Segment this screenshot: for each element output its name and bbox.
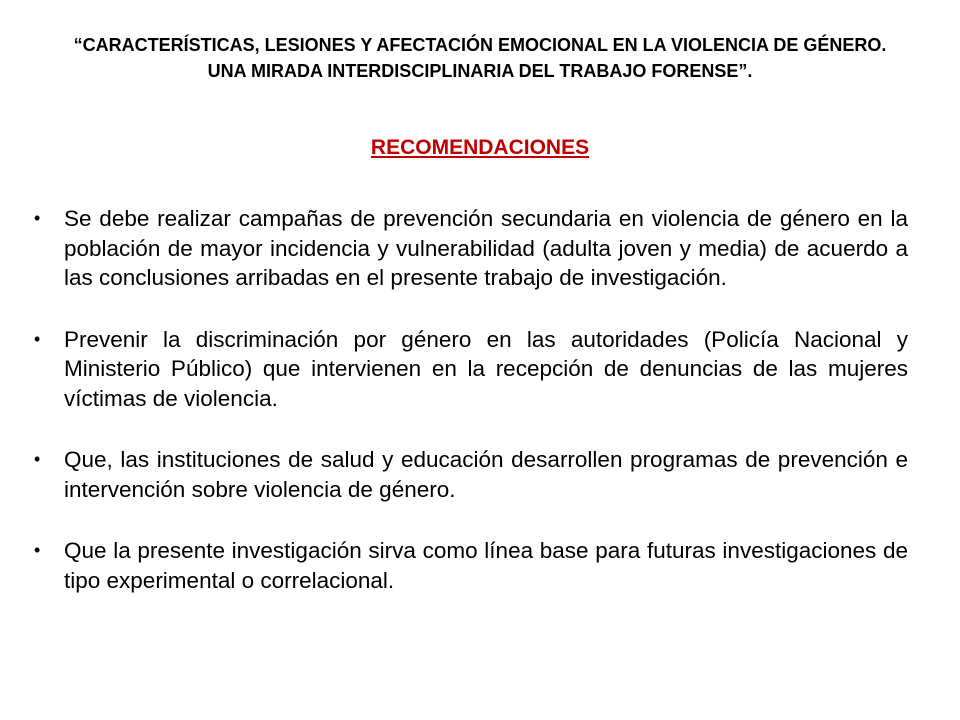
list-item: [34, 325, 908, 414]
bullet-icon: •: [34, 540, 41, 560]
list-item: [34, 445, 908, 504]
section-heading: RECOMENDACIONES: [370, 136, 590, 159]
slide-title: “CARACTERÍSTICAS, LESIONES Y AFECTACIÓN EMOCIONAL EN LA VIOLENCIA DE GÉNERO. UNA MIRADA INTERDISCIPLINARIA DEL TRABAJO FORENSE”.: [73, 35, 887, 81]
recommendations-list: [34, 204, 908, 627]
list-item: [34, 204, 908, 293]
bullet-icon: •: [34, 208, 41, 228]
list-item: [34, 536, 908, 595]
bullet-icon: •: [34, 449, 41, 469]
recommendation-text: Se debe realizar campañas de prevención secundaria en violencia de género en la población de mayor incidencia y vulnerabilidad (adulta joven y media) de acuerdo a las conclusiones arribadas en el presente trabajo de investigación.: [64, 206, 908, 290]
recommendation-text: Prevenir la discriminación por género en las autoridades (Policía Nacional y Ministerio Público) que intervienen en la recepción de denuncias de las mujeres víctimas de violencia.: [64, 326, 908, 411]
recommendation-text: Que, las instituciones de salud y educación desarrollen programas de prevención e intervención sobre violencia de género.: [64, 447, 908, 502]
bullet-icon: •: [34, 328, 41, 349]
recommendation-text: Que la presente investigación sirva como línea base para futuras investigaciones de tipo experimental o correlacional.: [64, 538, 908, 593]
